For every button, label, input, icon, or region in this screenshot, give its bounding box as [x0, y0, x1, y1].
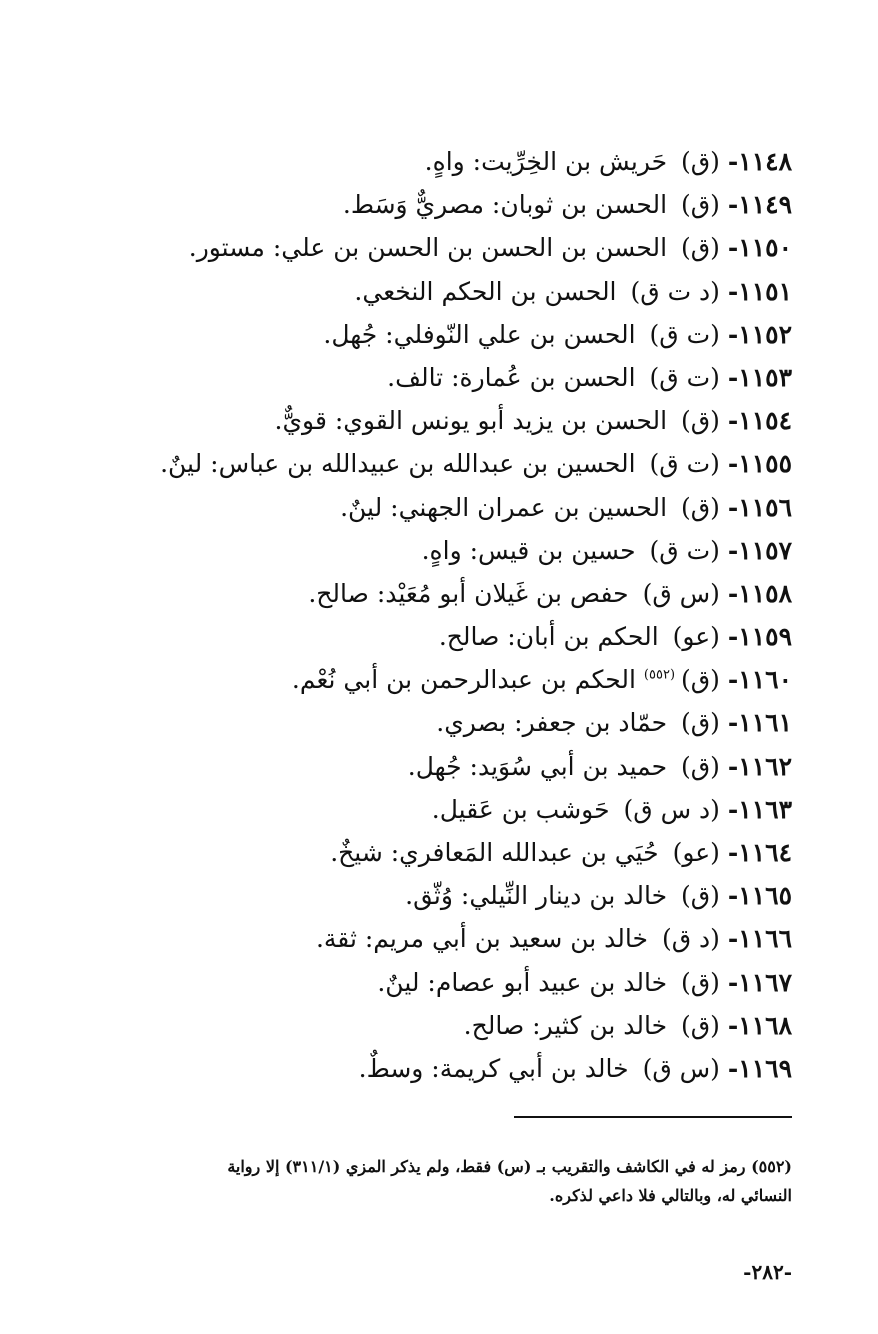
- entry-sigla: (ق): [681, 190, 720, 220]
- entry-sigla: (عو): [672, 838, 720, 867]
- entry: [72, 183, 792, 226]
- footnote: [80, 1152, 792, 1210]
- entry: [72, 788, 792, 831]
- entry-sigla: (ت ق): [649, 319, 720, 349]
- entry-text: الحسن بن عُمارة: تالف.: [387, 362, 636, 392]
- entry-number: ١١٤٩-: [727, 190, 792, 220]
- entry-text: خالد بن عبيد أبو عصام: لينٌ.: [377, 967, 668, 997]
- entry-sigla: (س ق): [642, 1053, 720, 1083]
- entry-text: الحكم بن أبان: صالح.: [438, 622, 659, 652]
- entry-number: ١١٥٣-: [727, 362, 792, 392]
- entry-sigla: (ق): [681, 665, 720, 695]
- entry-sigla: (ت ق): [649, 449, 720, 479]
- entry-number: ١١٦١-: [727, 708, 792, 738]
- entry: [72, 917, 792, 960]
- footnote-reference: (٥٥٢): [643, 667, 676, 683]
- entry-text: الحسن بن علي النّوفلي: جُهل.: [323, 319, 636, 349]
- entry-number: ١١٥٧-: [727, 535, 792, 565]
- entry-list: [72, 140, 792, 1090]
- entry-number: ١١٥٦-: [727, 492, 792, 522]
- entry-number: ١١٦٣-: [727, 794, 792, 824]
- entry-number: ١١٥٨-: [727, 578, 792, 608]
- entry: [72, 961, 792, 1004]
- entry-number: ١١٦٦-: [727, 924, 792, 954]
- entry-text: حَريش بن الخِرِّيت: واهٍ.: [424, 147, 668, 176]
- entry-text: الحكم بن عبدالرحمن بن أبي نُعْم.: [291, 665, 636, 695]
- entry-text: الحسن بن الحكم النخعي.: [354, 276, 617, 306]
- entry: [72, 874, 792, 917]
- entry-sigla: (ق): [681, 147, 720, 176]
- entry: [72, 442, 792, 485]
- entry: [72, 1004, 792, 1047]
- entry-sigla: (د س ق): [623, 794, 720, 824]
- entry-text: الحسن بن يزيد أبو يونس القوي: قويٌّ.: [274, 406, 668, 436]
- entry-sigla: (ق): [681, 492, 720, 522]
- entry-number: ١١٦٨-: [727, 1010, 792, 1040]
- entry-text: خالد بن أبي كريمة: وسطٌ.: [358, 1053, 629, 1083]
- entry: [72, 1047, 792, 1090]
- entry: [72, 701, 792, 744]
- entry-number: ١١٦٧-: [727, 967, 792, 997]
- entry-sigla: (ق): [681, 708, 720, 738]
- entry-number: ١١٥١-: [727, 276, 792, 306]
- entry-sigla: (د ق): [661, 924, 720, 954]
- entry-number: ١١٥٢-: [727, 319, 792, 349]
- entry-text: حَوشب بن عَقيل.: [431, 794, 610, 824]
- entry: [72, 486, 792, 529]
- entry-text: الحسين بن عمران الجهني: لينٌ.: [340, 492, 668, 522]
- entry-sigla: (ت ق): [649, 535, 720, 565]
- entry-sigla: (ق): [681, 1010, 720, 1040]
- entry: [72, 745, 792, 788]
- entry-text: حفص بن غَيلان أبو مُعَيْد: صالح.: [308, 578, 629, 608]
- entry: [72, 831, 792, 874]
- entry: [72, 399, 792, 442]
- entry: [72, 529, 792, 572]
- page-number: -٢٨٢-: [743, 1260, 792, 1284]
- entry: [72, 140, 792, 183]
- entry-sigla: (ق): [681, 967, 720, 997]
- entry-text: حسين بن قيس: واهٍ.: [421, 535, 636, 565]
- entry-text: حُيَي بن عبدالله المَعافري: شيخٌ.: [330, 838, 659, 867]
- entry-number: ١١٦٥-: [727, 881, 792, 911]
- entry-text: حمّاد بن جعفر: بصري.: [436, 708, 668, 738]
- entry-number: ١١٦٢-: [727, 751, 792, 781]
- entry-number: ١١٦٤-: [727, 838, 792, 867]
- entry-text: الحسن بن الحسن بن الحسن بن علي: مستور.: [188, 233, 668, 263]
- entry-sigla: (ق): [681, 751, 720, 781]
- entry-number: ١١٥٤-: [727, 406, 792, 436]
- entry: [72, 313, 792, 356]
- entry-text: الحسن بن ثوبان: مصريٌّ وَسَط.: [342, 190, 668, 220]
- entry-sigla: (د ت ق): [630, 276, 720, 306]
- entry-sigla: (ق): [681, 406, 720, 436]
- entry-text: حميد بن أبي سُوَيد: جُهل.: [407, 751, 668, 781]
- entry: [72, 615, 792, 658]
- entry-number: ١١٥٠-: [727, 233, 792, 263]
- entry-sigla: (عو): [672, 622, 720, 652]
- entry-number: ١١٤٨-: [727, 147, 792, 176]
- entry-number: ١١٥٥-: [727, 449, 792, 479]
- entry-text: خالد بن سعيد بن أبي مريم: ثقة.: [315, 924, 648, 954]
- entry-text: خالد بن كثير: صالح.: [463, 1010, 668, 1040]
- footnote-line-2: النسائي له، وبالتالي فلا داعي لذكره.: [549, 1186, 792, 1205]
- entry-number: ١١٥٩-: [727, 622, 792, 652]
- entry: [72, 658, 792, 701]
- entry: [72, 226, 792, 269]
- entry: [72, 270, 792, 313]
- entry: [72, 356, 792, 399]
- footnote-line-1: (٥٥٢) رمز له في الكاشف والتقريب بـ (س) فقط، ولم يذكر المزي (٣١١/١) إلا رواية: [227, 1157, 792, 1176]
- entry-text: الحسين بن عبدالله بن عبيدالله بن عباس: لينٌ.: [160, 449, 636, 479]
- entry-number: ١١٦٠-: [727, 665, 792, 695]
- footnote-separator: [514, 1116, 792, 1118]
- entry-sigla: (ت ق): [649, 362, 720, 392]
- entry-number: ١١٦٩-: [727, 1053, 792, 1083]
- entry-sigla: (س ق): [642, 578, 720, 608]
- entry-sigla: (ق): [681, 881, 720, 911]
- entry-text: خالد بن دينار النِّيلي: وُثّق.: [405, 881, 668, 911]
- entry-sigla: (ق): [681, 233, 720, 263]
- entry: [72, 572, 792, 615]
